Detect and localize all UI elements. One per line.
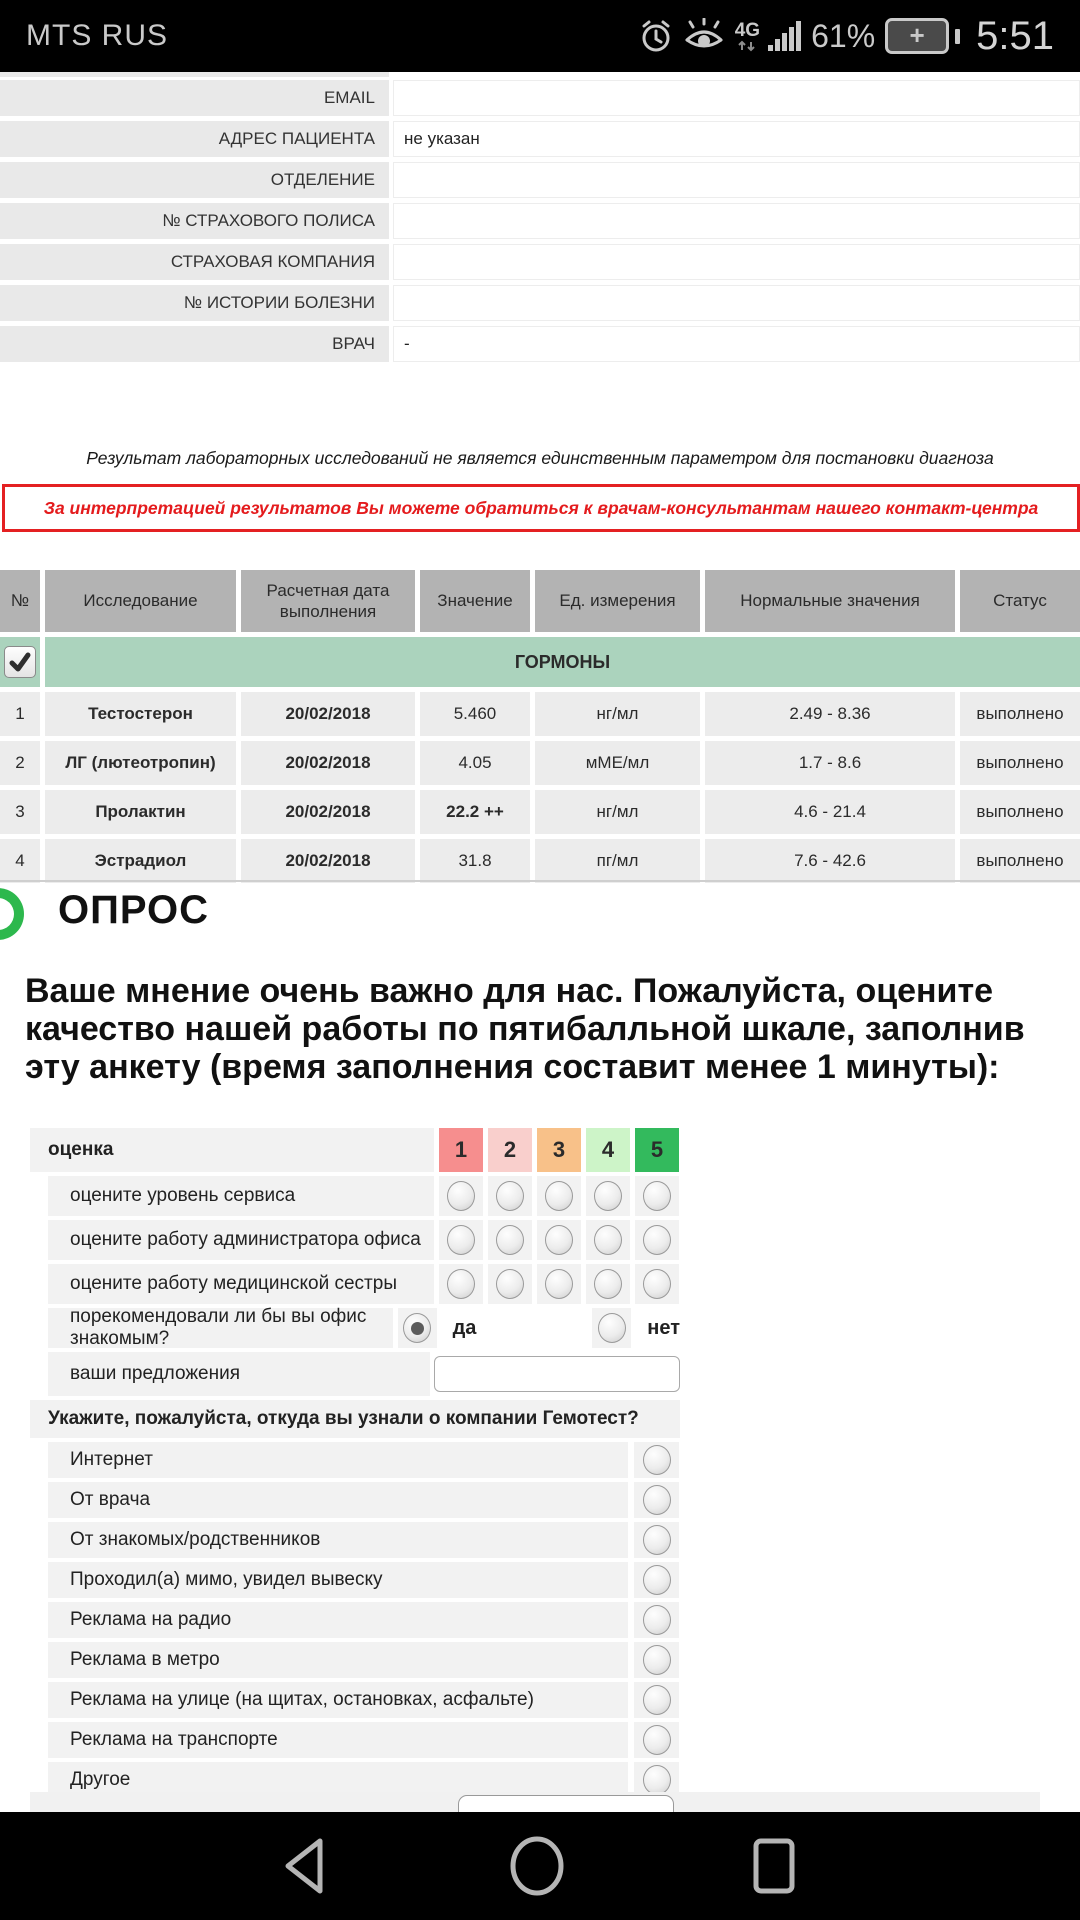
rating-radio[interactable] bbox=[496, 1181, 524, 1211]
recommend-yes-label: да bbox=[452, 1316, 477, 1339]
interpretation-notice bbox=[2, 484, 1080, 532]
recommend-yes-radio[interactable] bbox=[403, 1313, 431, 1343]
recents-icon[interactable] bbox=[746, 1835, 802, 1897]
source-option: Интернет bbox=[48, 1442, 628, 1478]
row-status: выполнено bbox=[960, 790, 1080, 834]
source-radio[interactable] bbox=[643, 1525, 671, 1555]
rating-question: оцените уровень сервиса bbox=[48, 1176, 434, 1216]
recommend-question: порекомендовали ли бы вы офис знакомым? bbox=[48, 1308, 393, 1348]
row-status: выполнено bbox=[960, 692, 1080, 736]
row-unit: мМЕ/мл bbox=[535, 741, 700, 785]
rating-radio[interactable] bbox=[594, 1181, 622, 1211]
row-test: Тестостерон bbox=[45, 692, 236, 736]
section-title: ГОРМОНЫ bbox=[45, 637, 1080, 687]
suggestions-input[interactable] bbox=[434, 1356, 680, 1392]
survey-title: ОПРОС bbox=[58, 888, 210, 932]
row-status: выполнено bbox=[960, 839, 1080, 883]
back-icon[interactable] bbox=[278, 1835, 328, 1897]
row-date: 20/02/2018 bbox=[241, 741, 415, 785]
clock: 5:51 bbox=[976, 13, 1054, 58]
network-activity-icon bbox=[737, 40, 757, 52]
col-header-value: Значение bbox=[420, 570, 530, 632]
row-value: 22.2 ++ bbox=[420, 790, 530, 834]
source-option: От врача bbox=[48, 1482, 628, 1518]
status-bar bbox=[0, 0, 1080, 72]
battery-charging-icon: + bbox=[885, 18, 949, 54]
source-option: Реклама на улице (на щитах, остановках, асфальте) bbox=[48, 1682, 628, 1718]
form-label: ОТДЕЛЕНИЕ bbox=[0, 162, 389, 198]
col-header-test: Исследование bbox=[45, 570, 236, 632]
row-test: ЛГ (лютеотропин) bbox=[45, 741, 236, 785]
form-value bbox=[393, 244, 1080, 280]
eye-comfort-icon bbox=[683, 18, 725, 54]
row-date: 20/02/2018 bbox=[241, 790, 415, 834]
scale-cell-4: 4 bbox=[586, 1128, 630, 1172]
rating-radio[interactable] bbox=[594, 1269, 622, 1299]
row-num: 2 bbox=[0, 741, 40, 785]
row-num: 1 bbox=[0, 692, 40, 736]
interpretation-text: За интерпретацией результатов Вы можете обратиться к врачам-консультантам нашего контакт-центра bbox=[43, 497, 1039, 518]
clipped-form-row bbox=[0, 72, 1080, 77]
section-divider bbox=[0, 880, 1080, 882]
rating-radio[interactable] bbox=[643, 1225, 671, 1255]
rating-radio[interactable] bbox=[447, 1181, 475, 1211]
source-radio[interactable] bbox=[643, 1685, 671, 1715]
source-option: Реклама на радио bbox=[48, 1602, 628, 1638]
row-normal: 7.6 - 42.6 bbox=[705, 839, 955, 883]
rating-radio[interactable] bbox=[496, 1225, 524, 1255]
rating-radio[interactable] bbox=[643, 1181, 671, 1211]
scale-label: оценка bbox=[30, 1128, 434, 1172]
row-unit: нг/мл bbox=[535, 692, 700, 736]
form-label: EMAIL bbox=[0, 80, 389, 116]
form-value: не указан bbox=[393, 121, 1080, 157]
form-value: - bbox=[393, 326, 1080, 362]
survey-intro: Ваше мнение очень важно для нас. Пожалуйста, оцените качество нашей работы по пятибалльной шкале, заполнив эту анкету (время заполнения составит менее 1 минуты): bbox=[25, 972, 1025, 1086]
form-label: АДРЕС ПАЦИЕНТА bbox=[0, 121, 389, 157]
carrier-label: MTS RUS bbox=[26, 19, 168, 52]
row-num: 4 bbox=[0, 839, 40, 883]
android-nav-bar bbox=[0, 1812, 1080, 1920]
rating-radio[interactable] bbox=[545, 1269, 573, 1299]
row-normal: 1.7 - 8.6 bbox=[705, 741, 955, 785]
hormones-checkbox[interactable] bbox=[4, 646, 36, 678]
source-option: Реклама в метро bbox=[48, 1642, 628, 1678]
survey-table bbox=[30, 1128, 680, 1802]
scale-cell-2: 2 bbox=[488, 1128, 532, 1172]
network-type-indicator: 4G bbox=[735, 21, 760, 52]
home-icon[interactable] bbox=[506, 1835, 568, 1897]
source-option: Проходил(а) мимо, увидел вывеску bbox=[48, 1562, 628, 1598]
recommend-no-label: нет bbox=[647, 1316, 681, 1339]
rating-radio[interactable] bbox=[447, 1225, 475, 1255]
row-value: 4.05 bbox=[420, 741, 530, 785]
col-header-num: № bbox=[0, 570, 40, 632]
source-radio[interactable] bbox=[643, 1485, 671, 1515]
source-option: Реклама на транспорте bbox=[48, 1722, 628, 1758]
battery-nub bbox=[955, 29, 960, 44]
source-radio[interactable] bbox=[643, 1725, 671, 1755]
row-test: Эстрадиол bbox=[45, 839, 236, 883]
check-icon bbox=[8, 650, 32, 674]
form-label: СТРАХОВАЯ КОМПАНИЯ bbox=[0, 244, 389, 280]
form-label: № СТРАХОВОГО ПОЛИСА bbox=[0, 203, 389, 239]
form-value bbox=[393, 285, 1080, 321]
gemotest-logo-icon bbox=[0, 888, 24, 940]
source-radio[interactable] bbox=[643, 1605, 671, 1635]
source-question: Укажите, пожалуйста, откуда вы узнали о компании Гемотест? bbox=[30, 1400, 680, 1438]
rating-radio[interactable] bbox=[643, 1269, 671, 1299]
col-header-unit: Ед. измерения bbox=[535, 570, 700, 632]
rating-radio[interactable] bbox=[594, 1225, 622, 1255]
row-unit: нг/мл bbox=[535, 790, 700, 834]
col-header-date: Расчетная дата выполнения bbox=[241, 570, 415, 632]
source-radio[interactable] bbox=[643, 1645, 671, 1675]
scale-cell-1: 1 bbox=[439, 1128, 483, 1172]
form-value bbox=[393, 162, 1080, 198]
row-normal: 2.49 - 8.36 bbox=[705, 692, 955, 736]
scale-cell-5: 5 bbox=[635, 1128, 679, 1172]
survey-header bbox=[0, 888, 1080, 940]
row-status: выполнено bbox=[960, 741, 1080, 785]
row-test: Пролактин bbox=[45, 790, 236, 834]
signal-strength-icon bbox=[768, 21, 801, 51]
rating-radio[interactable] bbox=[447, 1269, 475, 1299]
form-value bbox=[393, 203, 1080, 239]
source-radio[interactable] bbox=[643, 1765, 671, 1795]
row-date: 20/02/2018 bbox=[241, 692, 415, 736]
col-header-status: Статус bbox=[960, 570, 1080, 632]
row-num: 3 bbox=[0, 790, 40, 834]
scale-cell-3: 3 bbox=[537, 1128, 581, 1172]
lab-disclaimer: Результат лабораторных исследований не является единственным параметром для постановки диагноза bbox=[86, 448, 994, 468]
row-date: 20/02/2018 bbox=[241, 839, 415, 883]
source-radio[interactable] bbox=[643, 1565, 671, 1595]
row-value: 31.8 bbox=[420, 839, 530, 883]
row-normal: 4.6 - 21.4 bbox=[705, 790, 955, 834]
form-label: № ИСТОРИИ БОЛЕЗНИ bbox=[0, 285, 389, 321]
source-option: Другое bbox=[48, 1762, 628, 1798]
rating-question: оцените работу администратора офиса bbox=[48, 1220, 434, 1260]
results-table bbox=[0, 570, 1080, 883]
col-header-normal: Нормальные значения bbox=[705, 570, 955, 632]
patient-form bbox=[0, 80, 1080, 362]
battery-percent: 61% bbox=[811, 17, 876, 54]
section-checkbox-cell bbox=[0, 637, 40, 687]
form-label: ВРАЧ bbox=[0, 326, 389, 362]
suggestions-label: ваши предложения bbox=[48, 1352, 430, 1396]
alarm-icon bbox=[639, 18, 673, 54]
recommend-no-radio[interactable] bbox=[598, 1313, 626, 1343]
rating-radio[interactable] bbox=[496, 1269, 524, 1299]
rating-radio[interactable] bbox=[545, 1225, 573, 1255]
row-value: 5.460 bbox=[420, 692, 530, 736]
source-option: От знакомых/родственников bbox=[48, 1522, 628, 1558]
rating-radio[interactable] bbox=[545, 1181, 573, 1211]
row-unit: пг/мл bbox=[535, 839, 700, 883]
form-value bbox=[393, 80, 1080, 116]
rating-question: оцените работу медицинской сестры bbox=[48, 1264, 434, 1304]
source-radio[interactable] bbox=[643, 1445, 671, 1475]
